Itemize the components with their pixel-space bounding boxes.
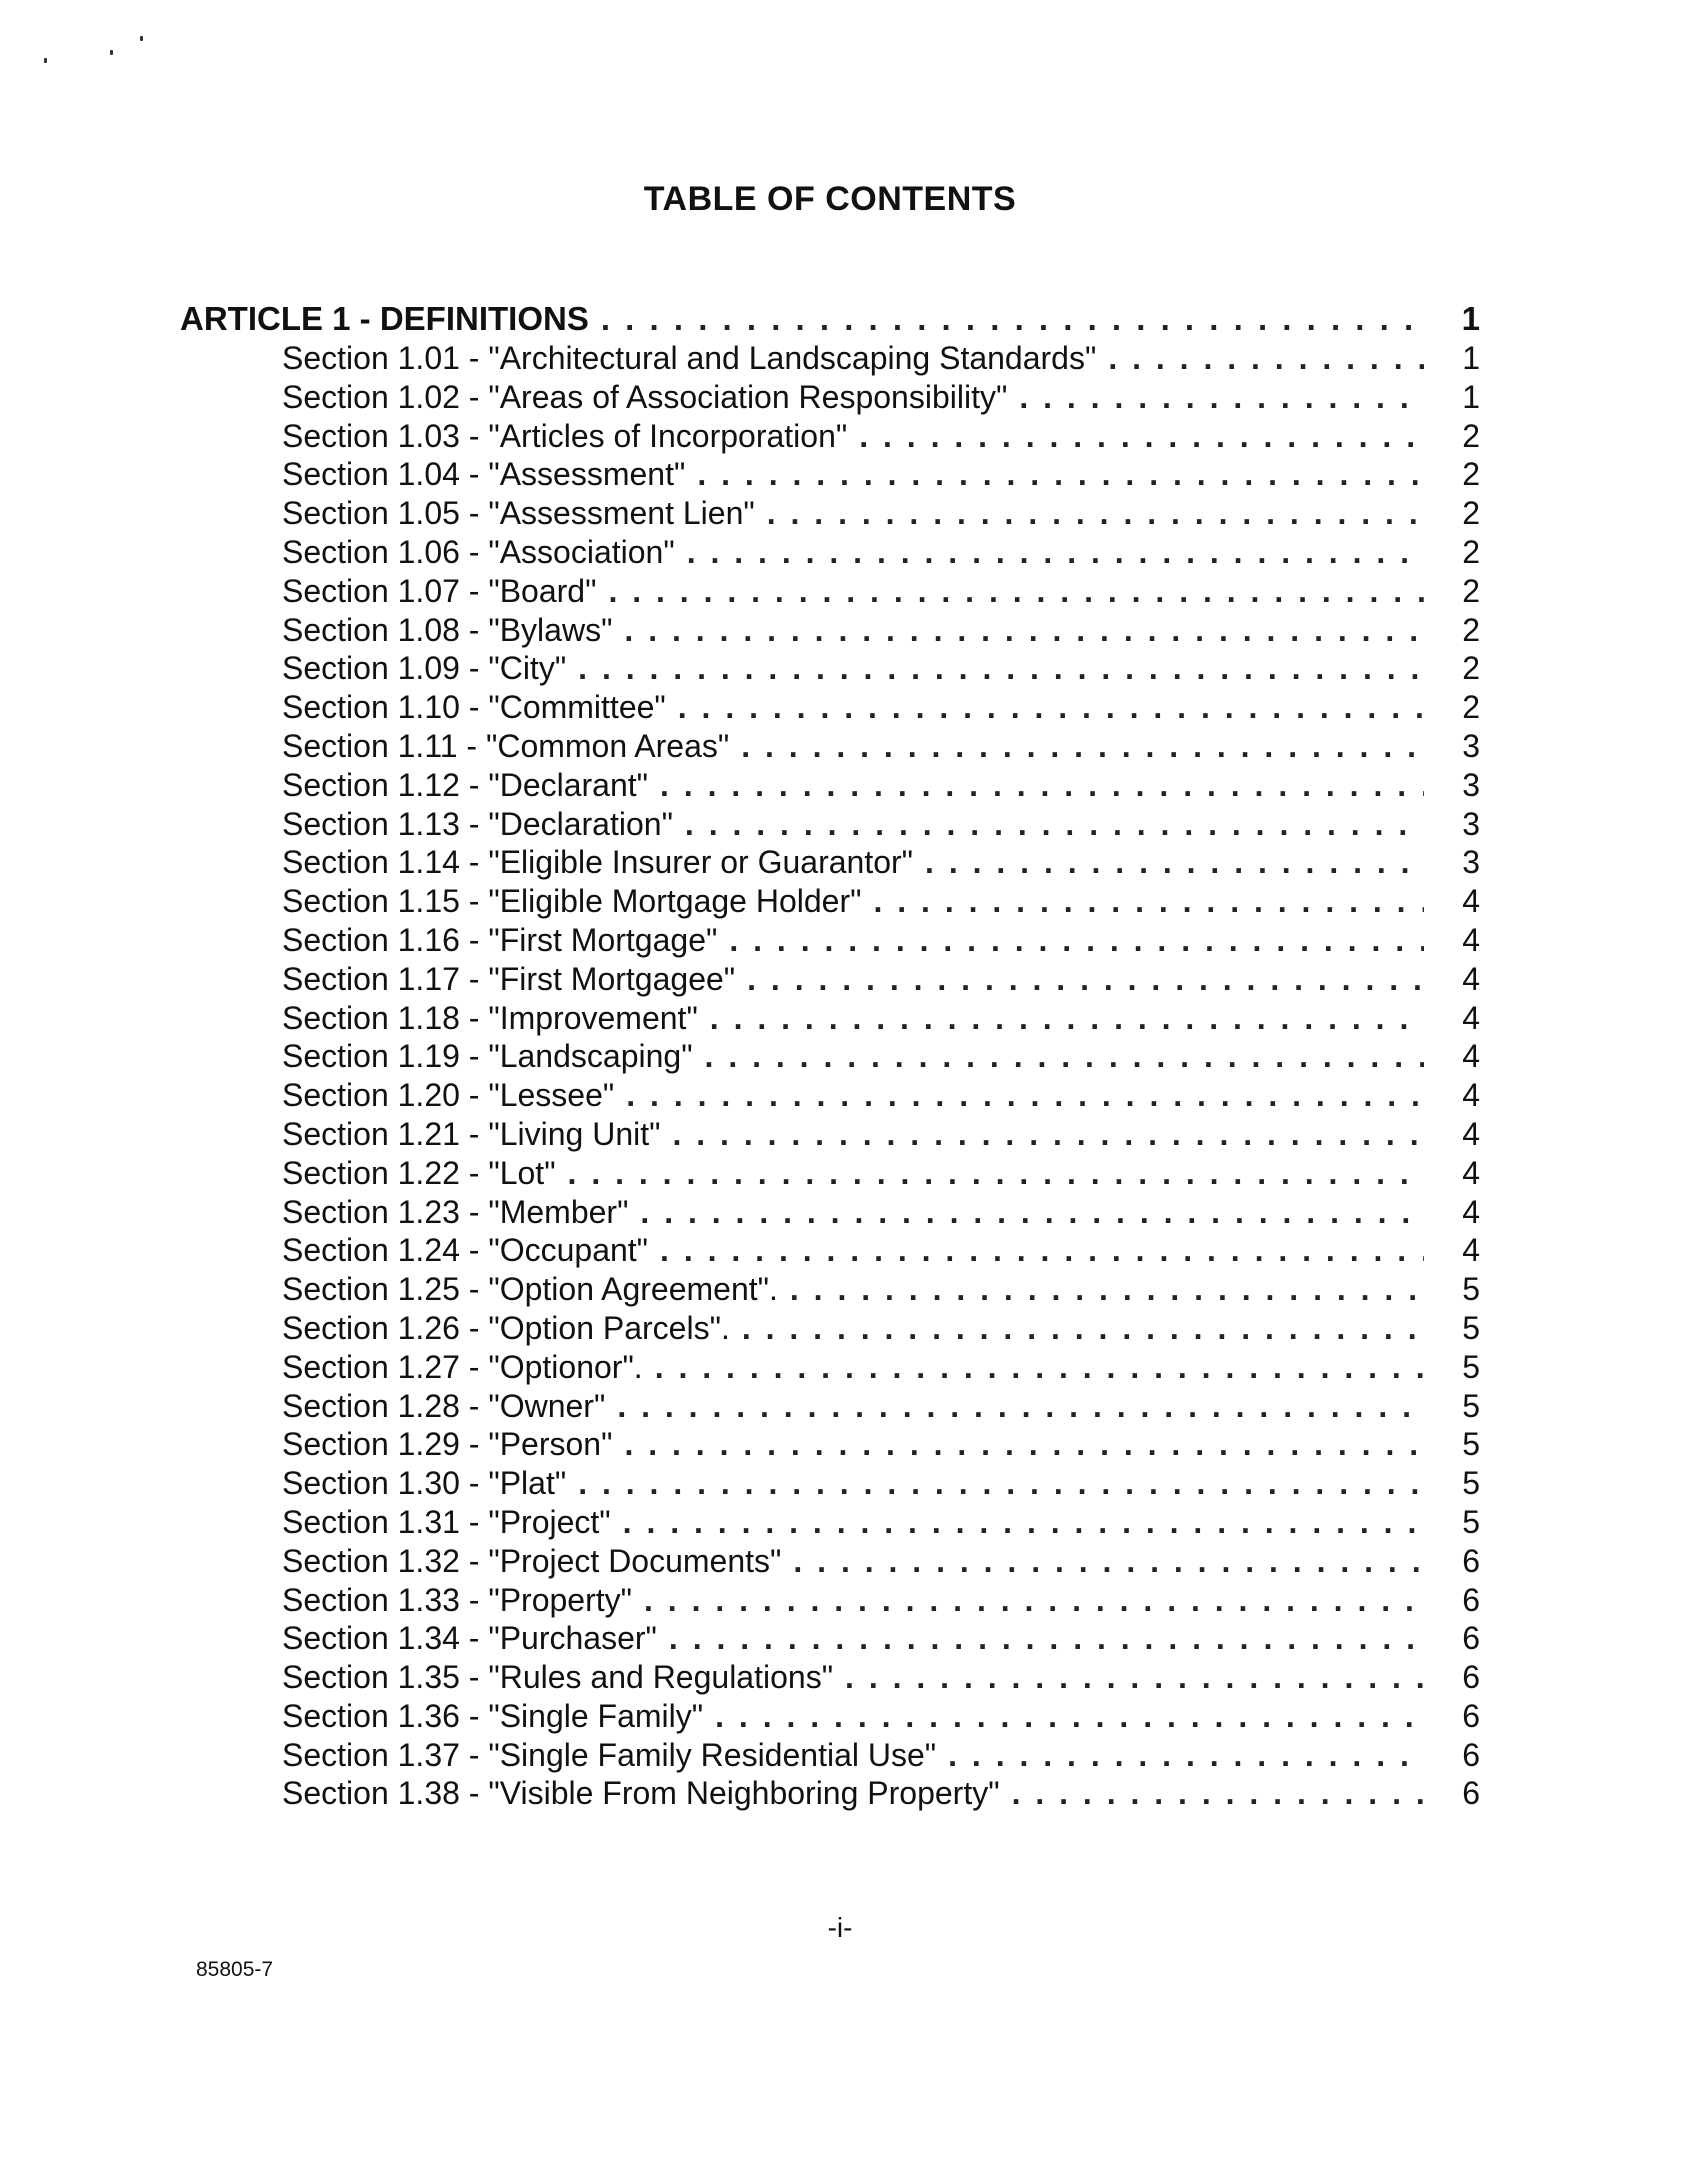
- section-label: Section 1.14 - "Eligible Insurer or Guarantor": [282, 844, 914, 881]
- section-label: Section 1.31 - "Project": [282, 1503, 611, 1540]
- section-page-number: 1: [1462, 378, 1480, 415]
- page-title: TABLE OF CONTENTS: [643, 180, 1017, 218]
- toc-section-row: [180, 767, 1480, 806]
- section-page-number: 5: [1462, 1465, 1480, 1502]
- toc-section-row: [180, 1388, 1480, 1427]
- scan-speck: [140, 36, 143, 41]
- toc-section-row: [180, 728, 1480, 767]
- section-page-number: 2: [1462, 417, 1480, 454]
- toc-section-row: [180, 1271, 1480, 1310]
- section-page-number: 3: [1462, 805, 1480, 842]
- section-label: Section 1.35 - "Rules and Regulations": [282, 1659, 834, 1696]
- section-page-number: 5: [1462, 1503, 1480, 1540]
- section-label: Section 1.05 - "Assessment Lien": [282, 495, 755, 532]
- dot-leader: [729, 922, 1424, 959]
- section-label: Section 1.28 - "Owner": [282, 1387, 606, 1424]
- dot-leader: [747, 961, 1424, 998]
- dot-leader: [1019, 379, 1424, 416]
- section-page-number: 3: [1462, 844, 1480, 881]
- toc-section-row: [180, 495, 1480, 534]
- section-label: Section 1.12 - "Declarant": [282, 766, 649, 803]
- dot-leader: [1012, 1775, 1424, 1812]
- dot-leader: [660, 1232, 1424, 1269]
- section-list: [180, 340, 1480, 1814]
- dot-leader: [742, 1310, 1424, 1347]
- section-page-number: 2: [1462, 650, 1480, 687]
- section-label: Section 1.18 - "Improvement": [282, 999, 698, 1036]
- toc-article-row: [180, 300, 1480, 340]
- section-label: Section 1.03 - "Articles of Incorporation": [282, 417, 848, 454]
- section-page-number: 4: [1462, 1077, 1480, 1114]
- section-label: Section 1.33 - "Property": [282, 1581, 632, 1618]
- section-page-number: 5: [1462, 1309, 1480, 1346]
- dot-leader: [859, 418, 1424, 455]
- toc-section-row: [180, 883, 1480, 922]
- section-label: Section 1.37 - "Single Family Residential Use": [282, 1736, 937, 1773]
- toc-section-row: [180, 689, 1480, 728]
- section-page-number: 2: [1462, 495, 1480, 532]
- scan-speck: [44, 58, 47, 63]
- section-label: Section 1.32 - "Project Documents": [282, 1542, 782, 1579]
- section-page-number: 6: [1462, 1620, 1480, 1657]
- section-label: Section 1.10 - "Committee": [282, 689, 666, 726]
- toc-section-row: [180, 650, 1480, 689]
- toc-section-row: [180, 1310, 1480, 1349]
- section-label: Section 1.25 - "Option Agreement".: [282, 1271, 778, 1308]
- section-label: Section 1.02 - "Areas of Association Responsibility": [282, 378, 1008, 415]
- section-label: Section 1.34 - "Purchaser": [282, 1620, 657, 1657]
- section-label: Section 1.17 - "First Mortgagee": [282, 960, 736, 997]
- toc-section-row: [180, 922, 1480, 961]
- toc-section-row: [180, 534, 1480, 573]
- dot-leader: [697, 456, 1424, 493]
- toc-section-row: [180, 612, 1480, 651]
- section-label: Section 1.04 - "Assessment": [282, 456, 686, 493]
- dot-leader: [624, 1426, 1424, 1463]
- toc-section-row: [180, 1737, 1480, 1776]
- article-heading: ARTICLE 1 - DEFINITIONS: [180, 300, 589, 337]
- toc-section-row: [180, 1775, 1480, 1814]
- dot-leader: [669, 1620, 1424, 1657]
- section-page-number: 2: [1462, 572, 1480, 609]
- section-page-number: 4: [1462, 960, 1480, 997]
- dot-leader: [672, 1116, 1424, 1153]
- section-label: Section 1.29 - "Person": [282, 1426, 613, 1463]
- section-page-number: 4: [1462, 883, 1480, 920]
- section-label: Section 1.38 - "Visible From Neighboring Property": [282, 1775, 1000, 1812]
- toc-section-row: [180, 1116, 1480, 1155]
- section-label: Section 1.24 - "Occupant": [282, 1232, 649, 1269]
- section-label: Section 1.21 - "Living Unit": [282, 1115, 661, 1152]
- dot-leader: [578, 1465, 1424, 1502]
- section-page-number: 5: [1462, 1348, 1480, 1385]
- toc-section-row: [180, 1543, 1480, 1582]
- section-page-number: 6: [1462, 1659, 1480, 1696]
- toc-section-row: [180, 1232, 1480, 1271]
- section-page-number: 5: [1462, 1271, 1480, 1308]
- toc-section-row: [180, 456, 1480, 495]
- table-of-contents: [180, 300, 1480, 1814]
- dot-leader: [678, 689, 1424, 726]
- section-label: Section 1.30 - "Plat": [282, 1465, 567, 1502]
- toc-section-row: [180, 844, 1480, 883]
- dot-leader: [660, 767, 1424, 804]
- dot-leader: [685, 806, 1424, 843]
- section-label: Section 1.23 - "Member": [282, 1193, 629, 1230]
- dot-leader: [578, 650, 1424, 687]
- dot-leader: [640, 1194, 1424, 1231]
- dot-leader: [793, 1543, 1424, 1580]
- section-label: Section 1.16 - "First Mortgage": [282, 921, 718, 958]
- section-label: Section 1.27 - "Optionor".: [282, 1348, 643, 1385]
- document-id: 85805-7: [196, 1958, 274, 1981]
- toc-section-row: [180, 961, 1480, 1000]
- section-page-number: 2: [1462, 533, 1480, 570]
- section-page-number: 1: [1462, 340, 1480, 376]
- dot-leader: [715, 1698, 1424, 1735]
- toc-section-row: [180, 1426, 1480, 1465]
- toc-section-row: [180, 1349, 1480, 1388]
- toc-section-row: [180, 1620, 1480, 1659]
- section-label: Section 1.08 - "Bylaws": [282, 611, 613, 648]
- section-page-number: 6: [1462, 1581, 1480, 1618]
- dot-leader: [608, 573, 1424, 610]
- dot-leader: [767, 495, 1424, 532]
- section-page-number: 6: [1462, 1697, 1480, 1734]
- dot-leader: [626, 1077, 1424, 1114]
- section-page-number: 3: [1462, 727, 1480, 764]
- dot-leader: [925, 844, 1424, 881]
- dot-leader: [873, 883, 1424, 920]
- section-label: Section 1.22 - "Lot": [282, 1154, 556, 1191]
- toc-section-row: [180, 1504, 1480, 1543]
- dot-leader: [687, 534, 1424, 571]
- section-page-number: 4: [1462, 1154, 1480, 1191]
- section-page-number: 4: [1462, 921, 1480, 958]
- dot-leader: [623, 1504, 1424, 1541]
- toc-section-row: [180, 418, 1480, 457]
- dot-leader: [845, 1659, 1424, 1696]
- section-label: Section 1.06 - "Association": [282, 533, 675, 570]
- dot-leader: [644, 1582, 1424, 1619]
- section-page-number: 4: [1462, 1115, 1480, 1152]
- dot-leader: [790, 1271, 1424, 1308]
- toc-section-row: [180, 1077, 1480, 1116]
- dot-leader: [948, 1737, 1424, 1774]
- section-label: Section 1.07 - "Board": [282, 572, 597, 609]
- dot-leader: [568, 1155, 1424, 1192]
- section-page-number: 2: [1462, 611, 1480, 648]
- dot-leader: [1108, 340, 1424, 377]
- toc-section-row: [180, 1582, 1480, 1621]
- article-page-number: 1: [1461, 300, 1480, 337]
- dot-leader: [655, 1349, 1424, 1386]
- scan-speck: [110, 50, 113, 55]
- section-page-number: 4: [1462, 1038, 1480, 1075]
- toc-section-row: [180, 806, 1480, 845]
- section-label: Section 1.01 - "Architectural and Landscaping Standards": [282, 340, 1097, 376]
- toc-section-row: [180, 1155, 1480, 1194]
- section-label: Section 1.09 - "City": [282, 650, 567, 687]
- section-label: Section 1.15 - "Eligible Mortgage Holder": [282, 883, 862, 920]
- section-page-number: 5: [1462, 1426, 1480, 1463]
- section-page-number: 6: [1462, 1736, 1480, 1773]
- page-marker: -i-: [827, 1912, 853, 1943]
- toc-section-row: [180, 1659, 1480, 1698]
- section-page-number: 4: [1462, 999, 1480, 1036]
- section-label: Section 1.26 - "Option Parcels".: [282, 1309, 730, 1346]
- toc-section-row: [180, 340, 1480, 379]
- toc-section-row: [180, 1465, 1480, 1504]
- section-page-number: 2: [1462, 456, 1480, 493]
- section-label: Section 1.36 - "Single Family": [282, 1697, 704, 1734]
- dot-leader: [710, 1000, 1424, 1037]
- dot-leader: [741, 728, 1424, 765]
- dot-leader: [705, 1038, 1424, 1075]
- section-label: Section 1.13 - "Declaration": [282, 805, 673, 842]
- toc-section-row: [180, 1000, 1480, 1039]
- section-page-number: 4: [1462, 1193, 1480, 1230]
- section-label: Section 1.19 - "Landscaping": [282, 1038, 693, 1075]
- section-label: Section 1.11 - "Common Areas": [282, 727, 730, 764]
- section-page-number: 2: [1462, 689, 1480, 726]
- dot-leader: [617, 1388, 1424, 1425]
- toc-section-row: [180, 573, 1480, 612]
- section-page-number: 6: [1462, 1542, 1480, 1579]
- toc-section-row: [180, 1698, 1480, 1737]
- section-page-number: 5: [1462, 1387, 1480, 1424]
- section-label: Section 1.20 - "Lessee": [282, 1077, 615, 1114]
- dot-leader: [624, 612, 1424, 649]
- toc-section-row: [180, 1038, 1480, 1077]
- toc-section-row: [180, 1194, 1480, 1233]
- section-page-number: 6: [1462, 1775, 1480, 1812]
- section-page-number: 4: [1462, 1232, 1480, 1269]
- dot-leader: [601, 300, 1424, 338]
- toc-section-row: [180, 379, 1480, 418]
- section-page-number: 3: [1462, 766, 1480, 803]
